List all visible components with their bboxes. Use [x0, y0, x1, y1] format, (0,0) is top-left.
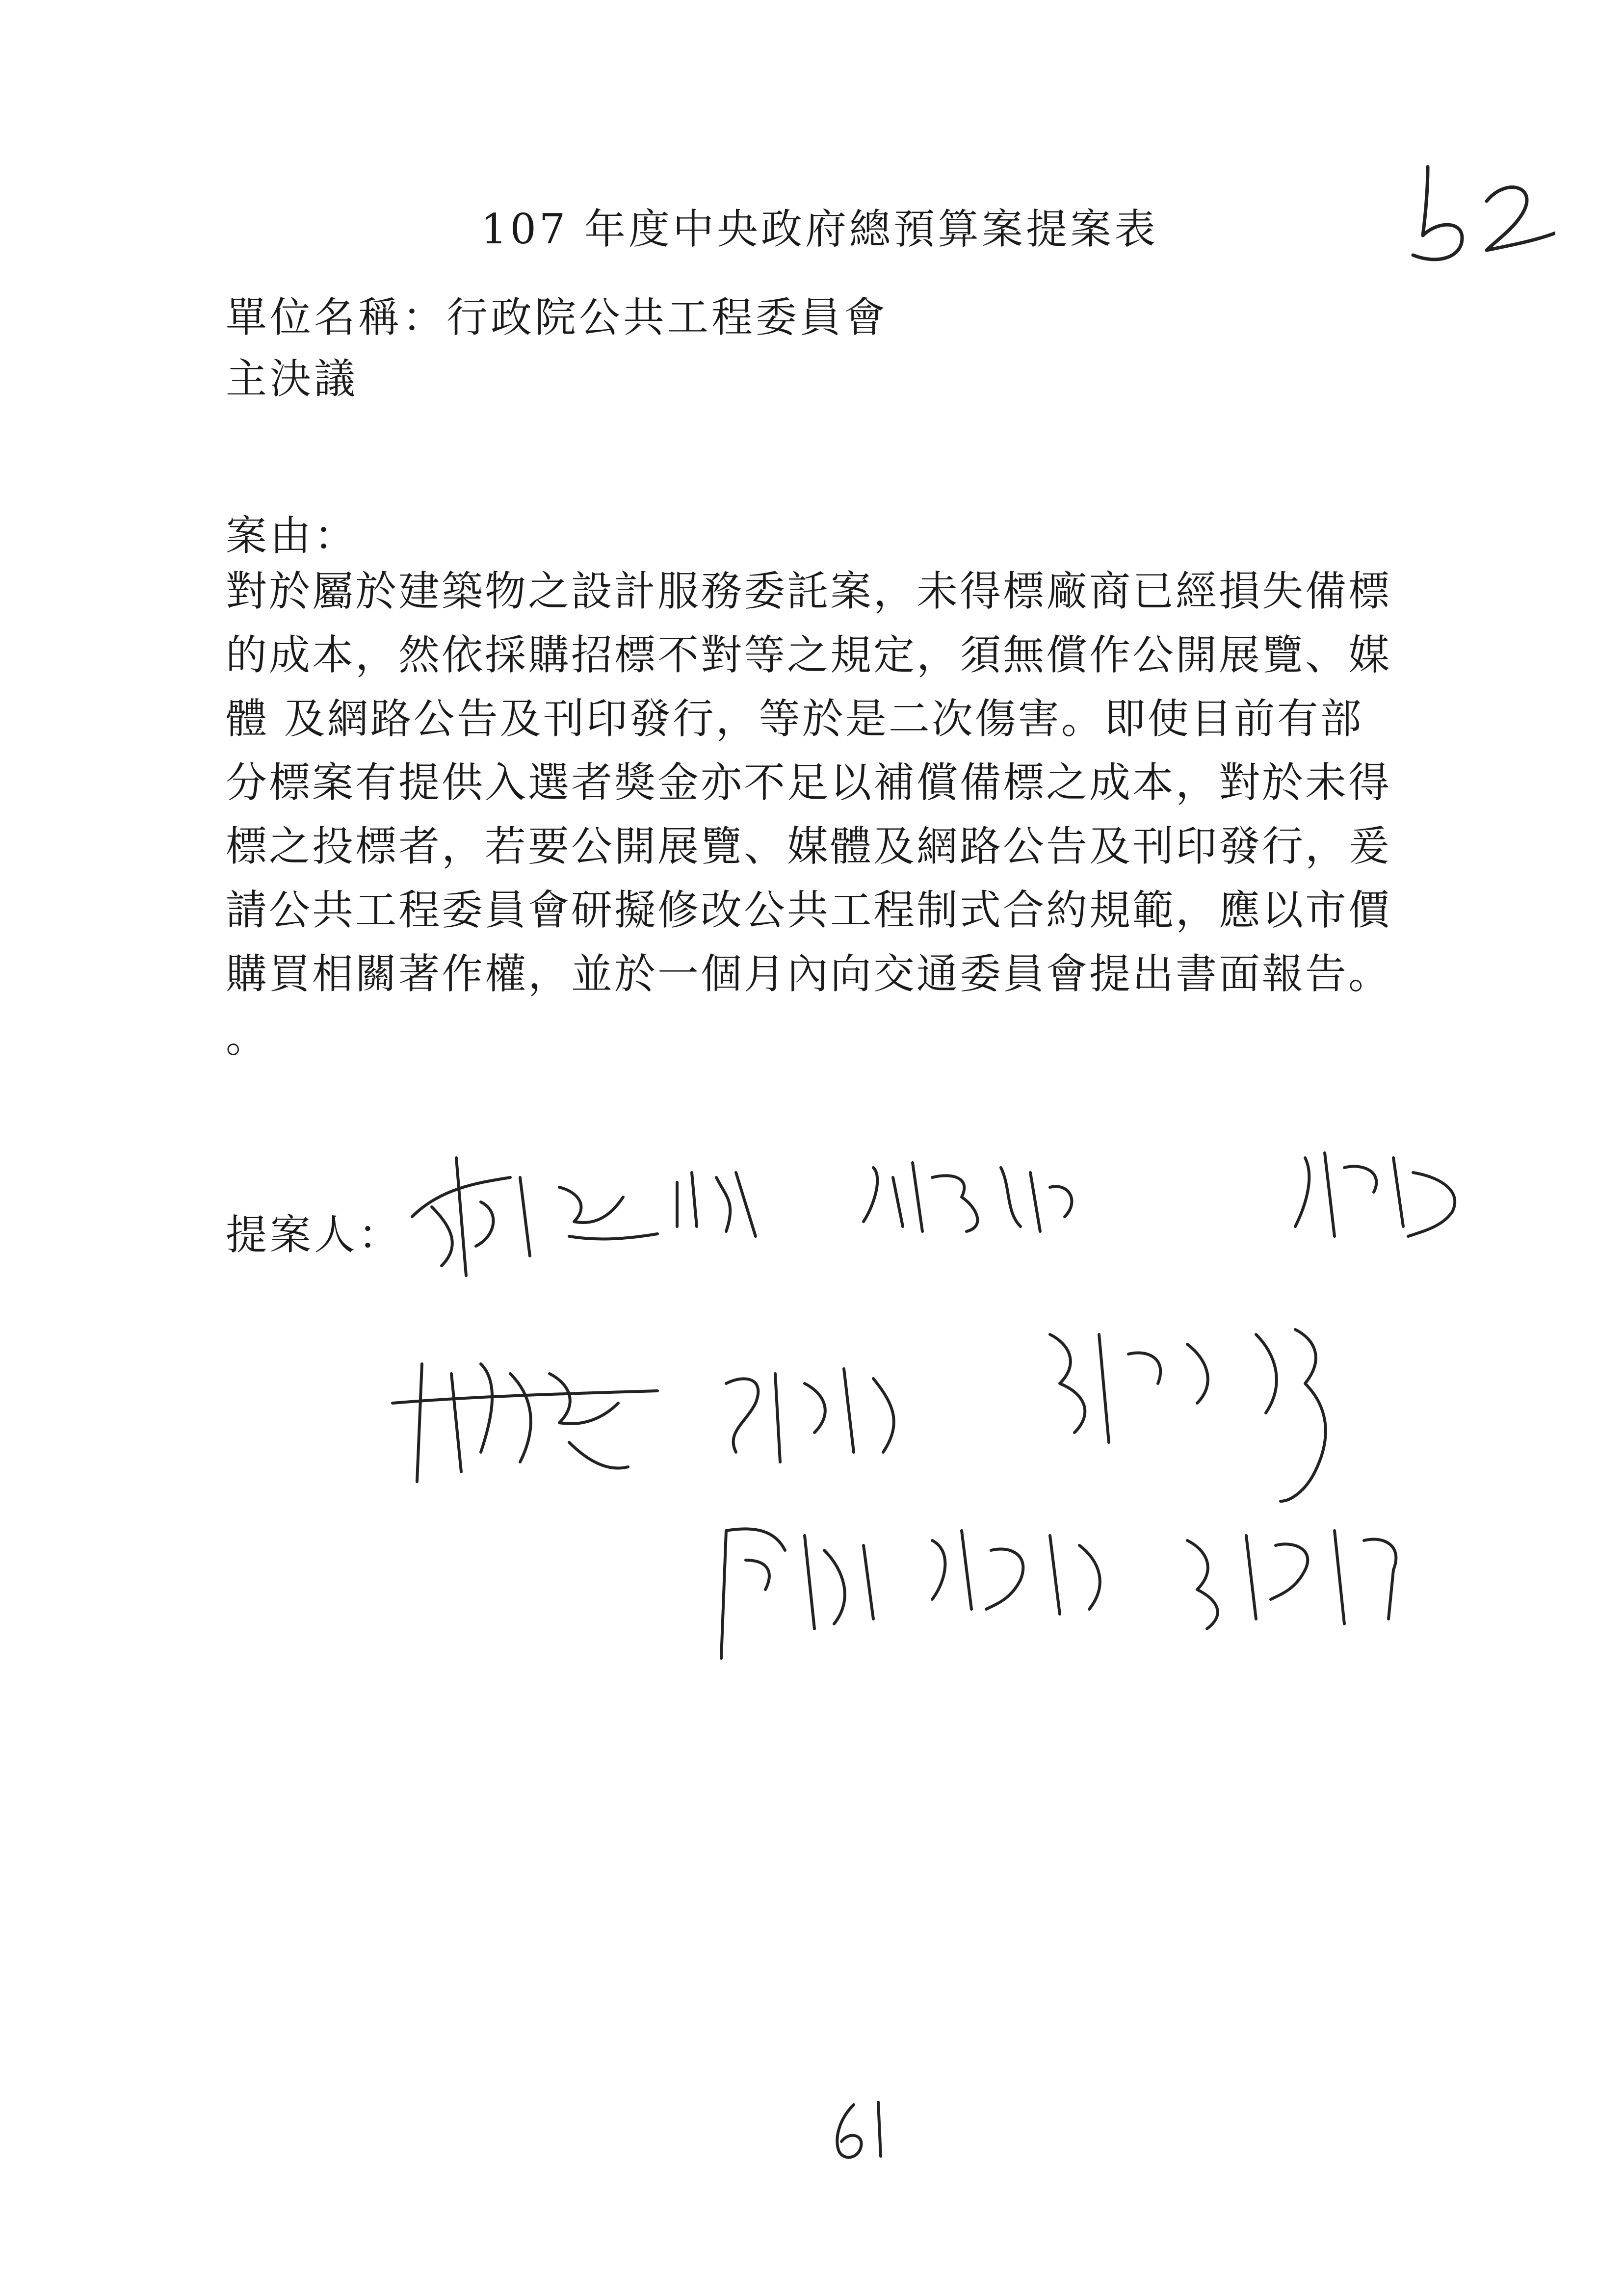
reason-line: 。 — [226, 1014, 269, 1062]
reason-line: 的成本，然依採購招標不對等之規定，須無償作公開展覽、媒 — [226, 631, 1392, 679]
document-title: 107 年度中央政府總預算案提案表 — [481, 205, 1159, 253]
reason-line: 請公共工程委員會研擬修改公共工程制式合約規範，應以市價 — [226, 886, 1392, 934]
reason-line: 標之投標者，若要公開展覽、媒體及網路公告及刊印發行，爰 — [226, 822, 1392, 870]
reason-line: 購買相關著作權，並於一個月內向交通委員會提出書面報告。 — [226, 950, 1392, 998]
proposer-signatures — [383, 1128, 1560, 1717]
footer-page-number — [814, 2095, 913, 2164]
reason-line: 分標案有提供入選者獎金亦不足以補償備標之成本，對於未得 — [226, 758, 1392, 807]
reason-label: 案由： — [226, 512, 359, 560]
signature — [721, 1529, 873, 1658]
reason-body — [226, 559, 1413, 1070]
reason-line: 對於屬於建築物之設計服務委託案，未得標廠商已經損失備標 — [226, 567, 1392, 615]
reason-line: 體 及網路公告及刊印發行，等於是二次傷害。即使目前有部 — [226, 695, 1363, 743]
signature — [726, 1369, 894, 1462]
signature — [1050, 1330, 1326, 1501]
signature — [1187, 1531, 1396, 1629]
resolution-type: 主決議 — [226, 355, 359, 403]
signature — [932, 1531, 1100, 1614]
proposers-label: 提案人： — [226, 1211, 403, 1259]
handwritten-page-mark — [1393, 147, 1555, 275]
unit-name-line: 單位名稱：行政院公共工程委員會 — [226, 293, 889, 341]
signature — [393, 1364, 657, 1482]
signature — [1295, 1153, 1455, 1236]
handwritten-page-number — [814, 2095, 913, 2164]
signature — [864, 1163, 1072, 1231]
signature — [412, 1158, 756, 1276]
